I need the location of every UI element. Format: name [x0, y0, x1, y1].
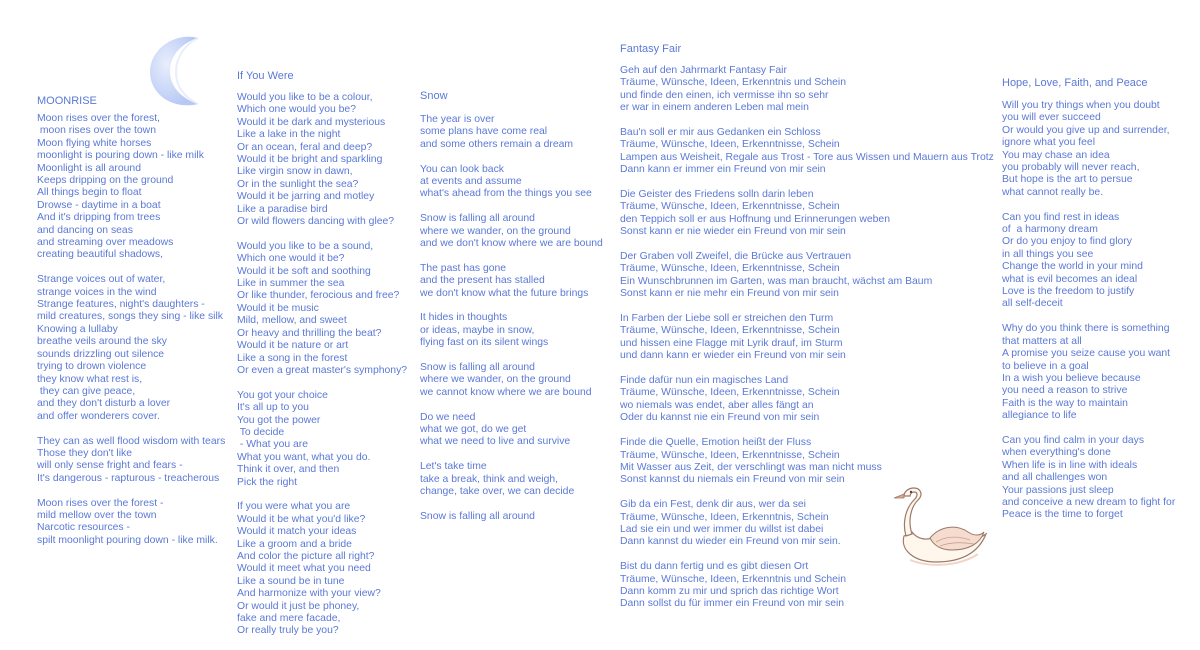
- poem-line: Snow is falling all around: [420, 213, 535, 225]
- poem-line: ignore what you feel: [1002, 137, 1095, 149]
- poem-line: where we wander, on the ground: [420, 225, 571, 237]
- poem-line: Dann komm zu mir und sprich das richtige Wort: [620, 585, 839, 597]
- poem-line: Would it be music: [237, 302, 319, 314]
- poem-line: all self-deceit: [1002, 298, 1063, 310]
- poem-line: we cannot know where we are bound: [420, 386, 592, 398]
- poem-line: Drowse - daytime in a boat: [37, 199, 161, 211]
- stanza: [1002, 435, 1197, 519]
- stanza: [620, 375, 995, 425]
- poem-line: Der Graben voll Zweifel, die Brücke aus Vertrauen: [620, 251, 852, 263]
- poem-line: Lampen aus Weisheit, Regale aus Trost - Tore aus Wissen und Mauern aus Trotz: [620, 151, 994, 163]
- poem-line: If you were what you are: [237, 501, 351, 513]
- poem-line: In a wish you believe because: [1002, 372, 1141, 384]
- poem-title: Hope, Love, Faith, and Peace: [1002, 77, 1148, 89]
- stanza: [620, 127, 995, 177]
- poem-line: take a break, think and weigh,: [420, 473, 559, 485]
- poem-line: Or like thunder, ferocious and free?: [237, 290, 400, 302]
- stanza: [1002, 100, 1197, 199]
- poem-snow: [420, 90, 615, 536]
- stanza: [420, 213, 615, 250]
- poem-line: fake and mere facade,: [237, 613, 341, 625]
- poem-line: and the present has stalled: [420, 275, 545, 287]
- poem-line: They can as well flood wisdom with tears: [37, 435, 226, 447]
- poem-line: Strange voices out of water,: [37, 274, 166, 286]
- poem-line: Would it be nature or art: [237, 340, 349, 352]
- poem-line: to believe in a goal: [1002, 360, 1089, 372]
- poem-line: Or really truly be you?: [237, 625, 339, 637]
- poem-line: what we got, do we get: [420, 424, 527, 436]
- poem-line: Would you like to be a sound,: [237, 240, 374, 252]
- poem-line: Which one would you be?: [237, 104, 356, 116]
- poem-line: Dann kannst du wieder ein Freund von mir sein.: [620, 536, 841, 548]
- poem-line: Moon rises over the forest -: [37, 497, 164, 509]
- poem-line: Die Geister des Friedens solln darin leben: [620, 189, 814, 201]
- poem-line: Would it be what you'd like?: [237, 513, 366, 525]
- poem-line: Like a groom and a bride: [237, 538, 352, 550]
- poem-line: mild creatures, songs they sing - like silk: [37, 311, 223, 323]
- poem-line: Would it match your ideas: [237, 526, 357, 538]
- stanza: [420, 362, 615, 399]
- poem-line: And harmonize with your view?: [237, 588, 381, 600]
- poem-line: er war in einem anderen Leben mal mein: [620, 102, 809, 114]
- poem-line: Why do you think there is something: [1002, 323, 1170, 335]
- poem-line: will only sense fright and fears -: [37, 460, 183, 472]
- poem-line: Like a paradise bird: [237, 203, 328, 215]
- poem-line: Sonst kann er nie wieder ein Freund von mir sein: [620, 226, 846, 238]
- poem-title: Snow: [420, 90, 448, 102]
- poem-line: strange voices in the wind: [37, 286, 157, 298]
- poem-line: Or even a great master's symphony?: [237, 364, 408, 376]
- poem-line: wo niemals was endet, aber alles fängt an: [620, 399, 814, 411]
- poem-line: den Teppich soll er aus Hoffnung und Erinnerungen weben: [620, 213, 890, 225]
- poem-line: moon rises over the town: [37, 125, 156, 137]
- poem-line: trying to drown violence: [37, 361, 147, 373]
- poem-line: Moon flying white horses: [37, 137, 152, 149]
- poem-line: Oder du kannst nie ein Freund von mir sein: [620, 412, 820, 424]
- stanza: [420, 263, 615, 300]
- stanza: [420, 511, 615, 523]
- poem-line: Lad sie ein und wer immer du willst ist dabei: [620, 523, 824, 535]
- poem-line: what's ahead from the things you see: [420, 188, 592, 200]
- poem-line: Your passions just sleep: [1002, 484, 1114, 496]
- stanza: [37, 113, 227, 262]
- poem-line: you need a reason to strive: [1002, 385, 1128, 397]
- poem-title: MOONRISE: [37, 95, 97, 107]
- poem-line: allegiance to life: [1002, 410, 1077, 422]
- poem-line: You can look back: [420, 163, 504, 175]
- poem-line: Träume, Wünsche, Ideen, Erkenntnis und Schein: [620, 573, 847, 585]
- poem-line: what we need to live and survive: [420, 436, 571, 448]
- poem-line: Mild, mellow, and sweet: [237, 315, 347, 327]
- poem-line: But hope is the art to persue: [1002, 174, 1133, 186]
- poem-line: Moonlight is all around: [37, 162, 141, 174]
- poem-moonrise: [37, 95, 227, 560]
- poem-line: some plans have come real: [420, 126, 548, 138]
- poem-line: Or wild flowers dancing with glee?: [237, 216, 395, 228]
- poem-line: we don't know what the future brings: [420, 287, 589, 299]
- poem-line: Narcotic resources -: [37, 522, 130, 534]
- poem-line: Like a song in the forest: [237, 352, 348, 364]
- poem-line: when everything's done: [1002, 447, 1111, 459]
- poem-line: Or in the sunlight the sea?: [237, 178, 359, 190]
- poem-line: Or would it just be phoney,: [237, 600, 360, 612]
- poem-title: If You Were: [237, 70, 294, 82]
- stanza: [620, 251, 995, 301]
- poem-line: Can you find calm in your days: [1002, 434, 1145, 446]
- poem-line: All things begin to float: [37, 187, 142, 199]
- poem-line: and all challenges won: [1002, 472, 1108, 484]
- poem-line: and streaming over meadows: [37, 237, 174, 249]
- poem-line: A promise you seize cause you want: [1002, 348, 1171, 360]
- poem-line: Or would you give up and surrender,: [1002, 124, 1170, 136]
- poem-line: Would it be soft and soothing: [237, 265, 371, 277]
- poem-line: you probably will never reach,: [1002, 162, 1140, 174]
- poem-line: and some others remain a dream: [420, 138, 574, 150]
- poem-line: Geh auf den Jahrmarkt Fantasy Fair: [620, 65, 787, 76]
- poem-line: Love is the freedom to justify: [1002, 286, 1135, 298]
- poem-line: that matters at all: [1002, 335, 1082, 347]
- stanza: [420, 461, 615, 498]
- stanza: [1002, 323, 1197, 422]
- poem-line: Like a sound be in tune: [237, 575, 345, 587]
- poem-line: Would it be dark and mysterious: [237, 116, 386, 128]
- poem-line: Would it be bright and sparkling: [237, 154, 383, 166]
- poem-line: Knowing a lullaby: [37, 323, 118, 335]
- poem-line: You may chase an idea: [1002, 149, 1110, 161]
- stanza: [37, 498, 227, 548]
- poem-line: spilt moonlight pouring down - like milk.: [37, 534, 218, 546]
- poem-line: Finde die Quelle, Emotion heißt der Fluss: [620, 437, 812, 449]
- poem-line: Let's take time: [420, 461, 487, 473]
- stanza: [420, 164, 615, 201]
- poem-line: You got your choice: [237, 389, 328, 401]
- poem-title: Fantasy Fair: [620, 43, 682, 55]
- poem-line: Sonst kannst du niemals ein Freund von mir sein: [620, 474, 845, 486]
- poem-line: Will you try things when you doubt: [1002, 100, 1160, 111]
- poem-line: and conceive a new dream to fight for: [1002, 496, 1176, 508]
- stanza: [620, 561, 995, 611]
- poem-line: It hides in thoughts: [420, 312, 508, 324]
- stanza: [237, 241, 417, 377]
- poem-line: Or an ocean, feral and deep?: [237, 141, 373, 153]
- poem-line: Or heavy and thrilling the beat?: [237, 327, 382, 339]
- poem-line: Do we need: [420, 411, 476, 423]
- poem-line: moonlight is pouring down - like milk: [37, 150, 204, 162]
- poem-line: When life is in line with ideals: [1002, 459, 1138, 471]
- stanza: [420, 412, 615, 449]
- poem-line: und finde den einen, ich vermisse ihn so sehr: [620, 89, 829, 101]
- poem-line: you will ever succeed: [1002, 112, 1101, 124]
- poem-line: Träume, Wünsche, Ideen, Erkenntnisse, Schein: [620, 201, 840, 213]
- stanza: [237, 501, 417, 637]
- poem-line: und dann kann er wieder ein Freund von mir sein: [620, 350, 846, 362]
- stanza: [420, 114, 615, 151]
- poem-line: Or do you enjoy to find glory: [1002, 236, 1132, 248]
- poem-line: The year is over: [420, 114, 495, 125]
- poem-line: flying fast on its silent wings: [420, 337, 549, 349]
- poem-line: Träume, Wünsche, Ideen, Erkenntnis, Schein: [620, 511, 829, 523]
- poem-line: creating beautiful shadows,: [37, 249, 163, 261]
- stanza: [620, 189, 995, 239]
- stanza: [237, 390, 417, 489]
- poem-line: Snow is falling all around: [420, 510, 535, 522]
- poem-line: And color the picture all right?: [237, 550, 375, 562]
- poem-line: Dann kann er immer ein Freund von mir sein: [620, 164, 826, 176]
- poem-line: und hissen eine Flagge mit Lyrik drauf, im Sturm: [620, 337, 843, 349]
- stanza: [237, 92, 417, 228]
- poem-line: Those they don't like: [37, 447, 132, 459]
- poem-line: Would it meet what you need: [237, 563, 371, 575]
- poem-line: Bau'n soll er mir aus Gedanken ein Schloss: [620, 127, 821, 139]
- poem-line: It's all up to you: [237, 402, 309, 414]
- swan-illustration: [890, 478, 990, 568]
- poem-line: To decide: [237, 426, 285, 438]
- poem-line: sounds drizzling out silence: [37, 348, 165, 360]
- poem-line: Like in summer the sea: [237, 278, 345, 290]
- poem-line: where we wander, on the ground: [420, 374, 571, 386]
- poem-line: mild mellow over the town: [37, 509, 157, 521]
- poem-line: Finde dafür nun ein magisches Land: [620, 375, 789, 387]
- poem-line: Would it be jarring and motley: [237, 191, 375, 203]
- poem-line: Ein Wunschbrunnen im Garten, was man braucht, wächst am Baum: [620, 275, 933, 287]
- stanza: [420, 312, 615, 349]
- poem-line: Would you like to be a colour,: [237, 92, 373, 103]
- poem-line: Mit Wasser aus Zeit, der verschlingt was man nicht muss: [620, 461, 882, 473]
- poem-line: Think it over, and then: [237, 464, 340, 476]
- poem-line: what is evil becomes an ideal: [1002, 273, 1138, 285]
- poem-line: they know what rest is,: [37, 373, 143, 385]
- poem-line: Träume, Wünsche, Ideen, Erkenntnisse, Schein: [620, 325, 840, 337]
- stanza: [37, 274, 227, 423]
- poem-line: The past has gone: [420, 262, 507, 274]
- poem-line: Strange features, night's daughters -: [37, 299, 205, 311]
- poem-line: Pick the right: [237, 476, 298, 488]
- poem-line: and we don't know where we are bound: [420, 238, 603, 250]
- poem-line: breathe veils around the sky: [37, 336, 167, 348]
- stanza: [37, 436, 227, 486]
- stanza: [1002, 212, 1197, 311]
- poem-line: of a harmony dream: [1002, 224, 1098, 236]
- poem-line: Träume, Wünsche, Ideen, Erkenntnisse, Schein: [620, 449, 840, 461]
- poem-line: Träume, Wünsche, Ideen, Erkenntnisse, Schein: [620, 263, 840, 275]
- poem-line: You got the power: [237, 414, 321, 426]
- poem-line: and they don't disturb a lover: [37, 398, 171, 410]
- poem-line: Bist du dann fertig und es gibt diesen Ort: [620, 561, 809, 573]
- poem-line: Can you find rest in ideas: [1002, 211, 1120, 223]
- poem-line: or ideas, maybe in snow,: [420, 324, 535, 336]
- poem-line: In Farben der Liebe soll er streichen den Turm: [620, 313, 834, 325]
- poem-line: Like virgin snow in dawn,: [237, 166, 353, 178]
- stanza: [620, 65, 995, 115]
- poem-line: and dancing on seas: [37, 224, 133, 236]
- poem-line: Snow is falling all around: [420, 362, 535, 374]
- poem-line: Keeps dripping on the ground: [37, 175, 174, 187]
- poem-line: - What you are: [237, 439, 309, 451]
- poem-if-you-were: [237, 70, 417, 650]
- poem-line: and offer wonderers cover.: [37, 410, 160, 422]
- poem-line: what cannot really be.: [1002, 186, 1104, 198]
- poem-line: Faith is the way to maintain: [1002, 397, 1128, 409]
- stanza: [620, 313, 995, 363]
- poem-line: at events and assume: [420, 176, 522, 188]
- poem-line: Träume, Wünsche, Ideen, Erkenntnisse, Schein: [620, 387, 840, 399]
- poem-line: Change the world in your mind: [1002, 261, 1143, 273]
- poem-line: Which one would it be?: [237, 253, 345, 265]
- poem-line: And it's dripping from trees: [37, 212, 161, 224]
- poem-line: What you want, what you do.: [237, 451, 371, 463]
- poem-line: in all things you see: [1002, 248, 1094, 260]
- poem-line: Gib da ein Fest, denk dir aus, wer da sei: [620, 499, 806, 511]
- poem-line: Dann sollst du für immer ein Freund von mir sein: [620, 598, 845, 610]
- poem-line: Like a lake in the night: [237, 129, 341, 141]
- poem-line: change, take over, we can decide: [420, 486, 575, 498]
- poem-line: they can give peace,: [37, 385, 136, 397]
- poem-line: Peace is the time to forget: [1002, 509, 1123, 519]
- poem-line: Träume, Wünsche, Ideen, Erkenntnis und Schein: [620, 77, 847, 89]
- poem-line: It's dangerous - rapturous - treacherous: [37, 472, 220, 484]
- poem-line: Träume, Wünsche, Ideen, Erkenntnisse, Schein: [620, 139, 840, 151]
- poem-line: Moon rises over the forest,: [37, 113, 161, 124]
- poem-hope-love-faith-peace: [1002, 77, 1197, 519]
- poem-line: Sonst kann er nie mehr ein Freund von mir sein: [620, 288, 839, 300]
